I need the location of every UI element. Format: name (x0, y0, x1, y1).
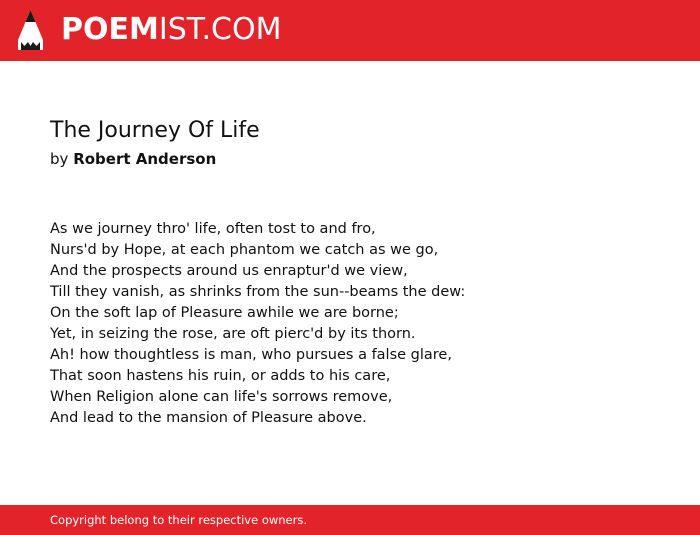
poem-line: Nurs'd by Hope, at each phantom we catch as we go, (50, 242, 439, 258)
poem-line: When Religion alone can life's sorrows remove, (50, 389, 393, 405)
poem-line: On the soft lap of Pleasure awhile we are borne; (50, 305, 399, 321)
pencil-icon[interactable] (17, 9, 44, 51)
author-name: Robert Anderson (73, 150, 217, 168)
by-label: by (50, 150, 69, 168)
site-footer (0, 505, 700, 535)
poem-title: The Journey Of Life (50, 118, 260, 143)
poem-line: As we journey thro' life, often tost to and fro, (50, 221, 376, 237)
logo-bold-text: POEM (61, 12, 159, 47)
logo-light-text: IST.COM (158, 12, 282, 47)
poem-line: Till they vanish, as shrinks from the sun--beams the dew: (50, 284, 466, 300)
poem-line: Ah! how thoughtless is man, who pursues a false glare, (50, 347, 452, 363)
poem-line: That soon hastens his ruin, or adds to his care, (50, 368, 391, 384)
site-logo[interactable] (61, 12, 281, 48)
copyright-text: Copyright belong to their respective owners. (50, 513, 308, 527)
poem-body (50, 219, 465, 429)
byline (50, 148, 216, 170)
poem-line: Yet, in seizing the rose, are oft pierc'd by its thorn. (50, 326, 416, 342)
poem-line: And lead to the mansion of Pleasure above. (50, 410, 367, 426)
site-header (0, 0, 700, 61)
poem-line: And the prospects around us enraptur'd we view, (50, 263, 408, 279)
